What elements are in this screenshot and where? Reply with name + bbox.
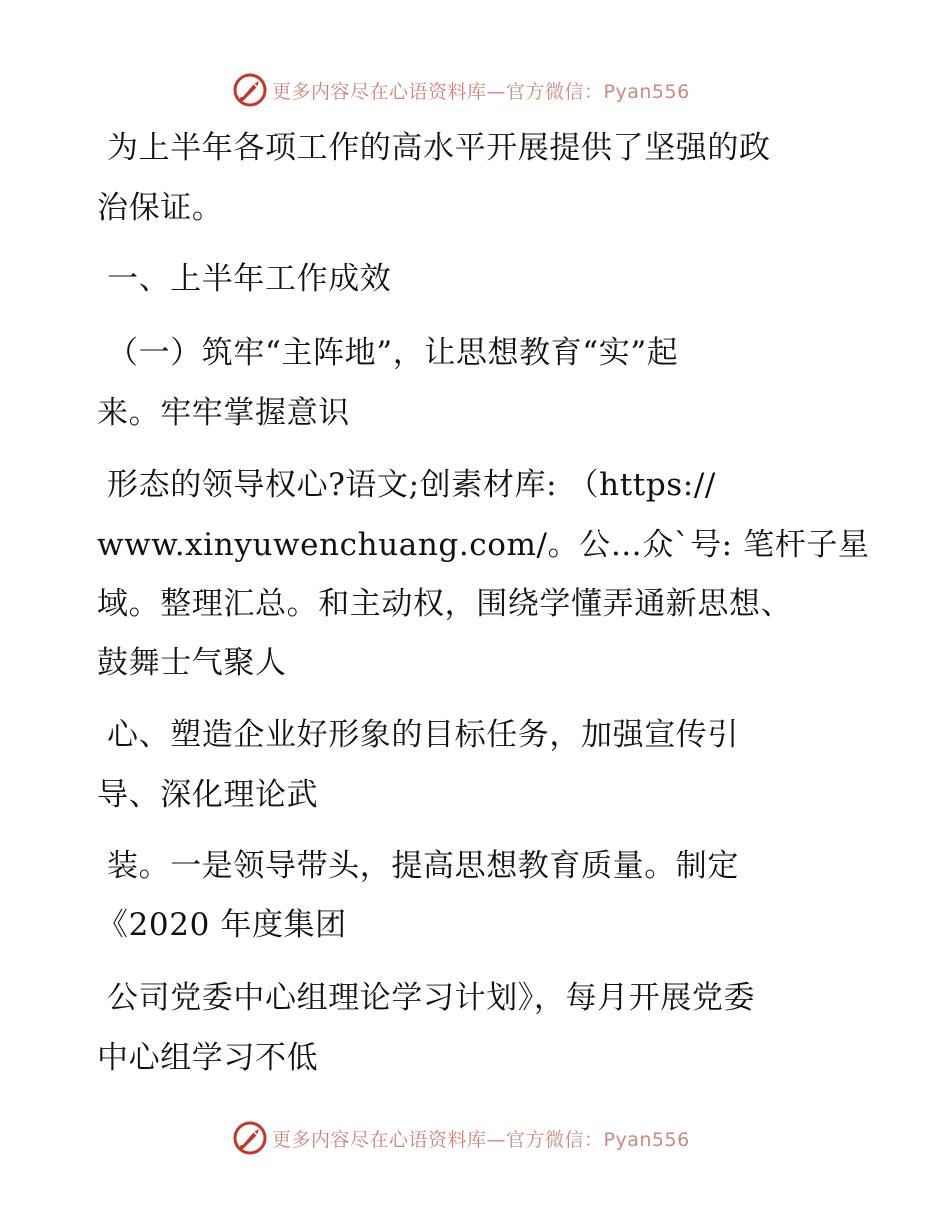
body-line-10: 心、塑造企业好形象的目标任务，加强宣传引 (107, 717, 739, 753)
footer-banner-contact: —官方微信：Pyan556 (486, 1128, 690, 1151)
body-line-8: 域。整理汇总。和主动权，围绕学懂弄通新思想、 (97, 586, 793, 622)
body-line-4: （一）筑牢“主阵地”，让思想教育“实”起 (107, 335, 679, 371)
body-line-13: 《2020 年度集团 (97, 907, 347, 943)
body-line-7: www.xinyuwenchuang.com/。公…众`号: 笔杆子星 (97, 527, 870, 563)
header-banner-contact: —官方微信：Pyan556 (486, 80, 690, 103)
body-line-14: 公司党委中心组理论学习计划》，每月开展党委 (107, 980, 756, 1016)
footer-banner-title: 更多内容尽在心语资料库 (272, 1128, 487, 1151)
body-line-15: 中心组学习不低 (97, 1040, 319, 1076)
pen-nib-logo-icon (232, 1120, 268, 1156)
body-line-9: 鼓舞士气聚人 (97, 645, 287, 681)
section-heading: 一、上半年工作成效 (107, 261, 392, 297)
footer-watermark-banner (232, 1118, 690, 1158)
footer-banner-text (272, 1125, 690, 1152)
body-line-12: 装。一是领导带头，提高思想教育质量。制定 (107, 848, 739, 884)
body-line-6: 形态的领导权心?语文;创素材库: （https:// (107, 467, 716, 503)
body-line-2: 治保证。 (97, 190, 224, 226)
body-line-1: 为上半年各项工作的高水平开展提供了坚强的政 (107, 130, 771, 166)
body-line-11: 导、深化理论武 (97, 777, 319, 813)
body-line-5: 来。牢牢掌握意识 (97, 395, 350, 431)
header-banner-title: 更多内容尽在心语资料库 (272, 80, 487, 103)
